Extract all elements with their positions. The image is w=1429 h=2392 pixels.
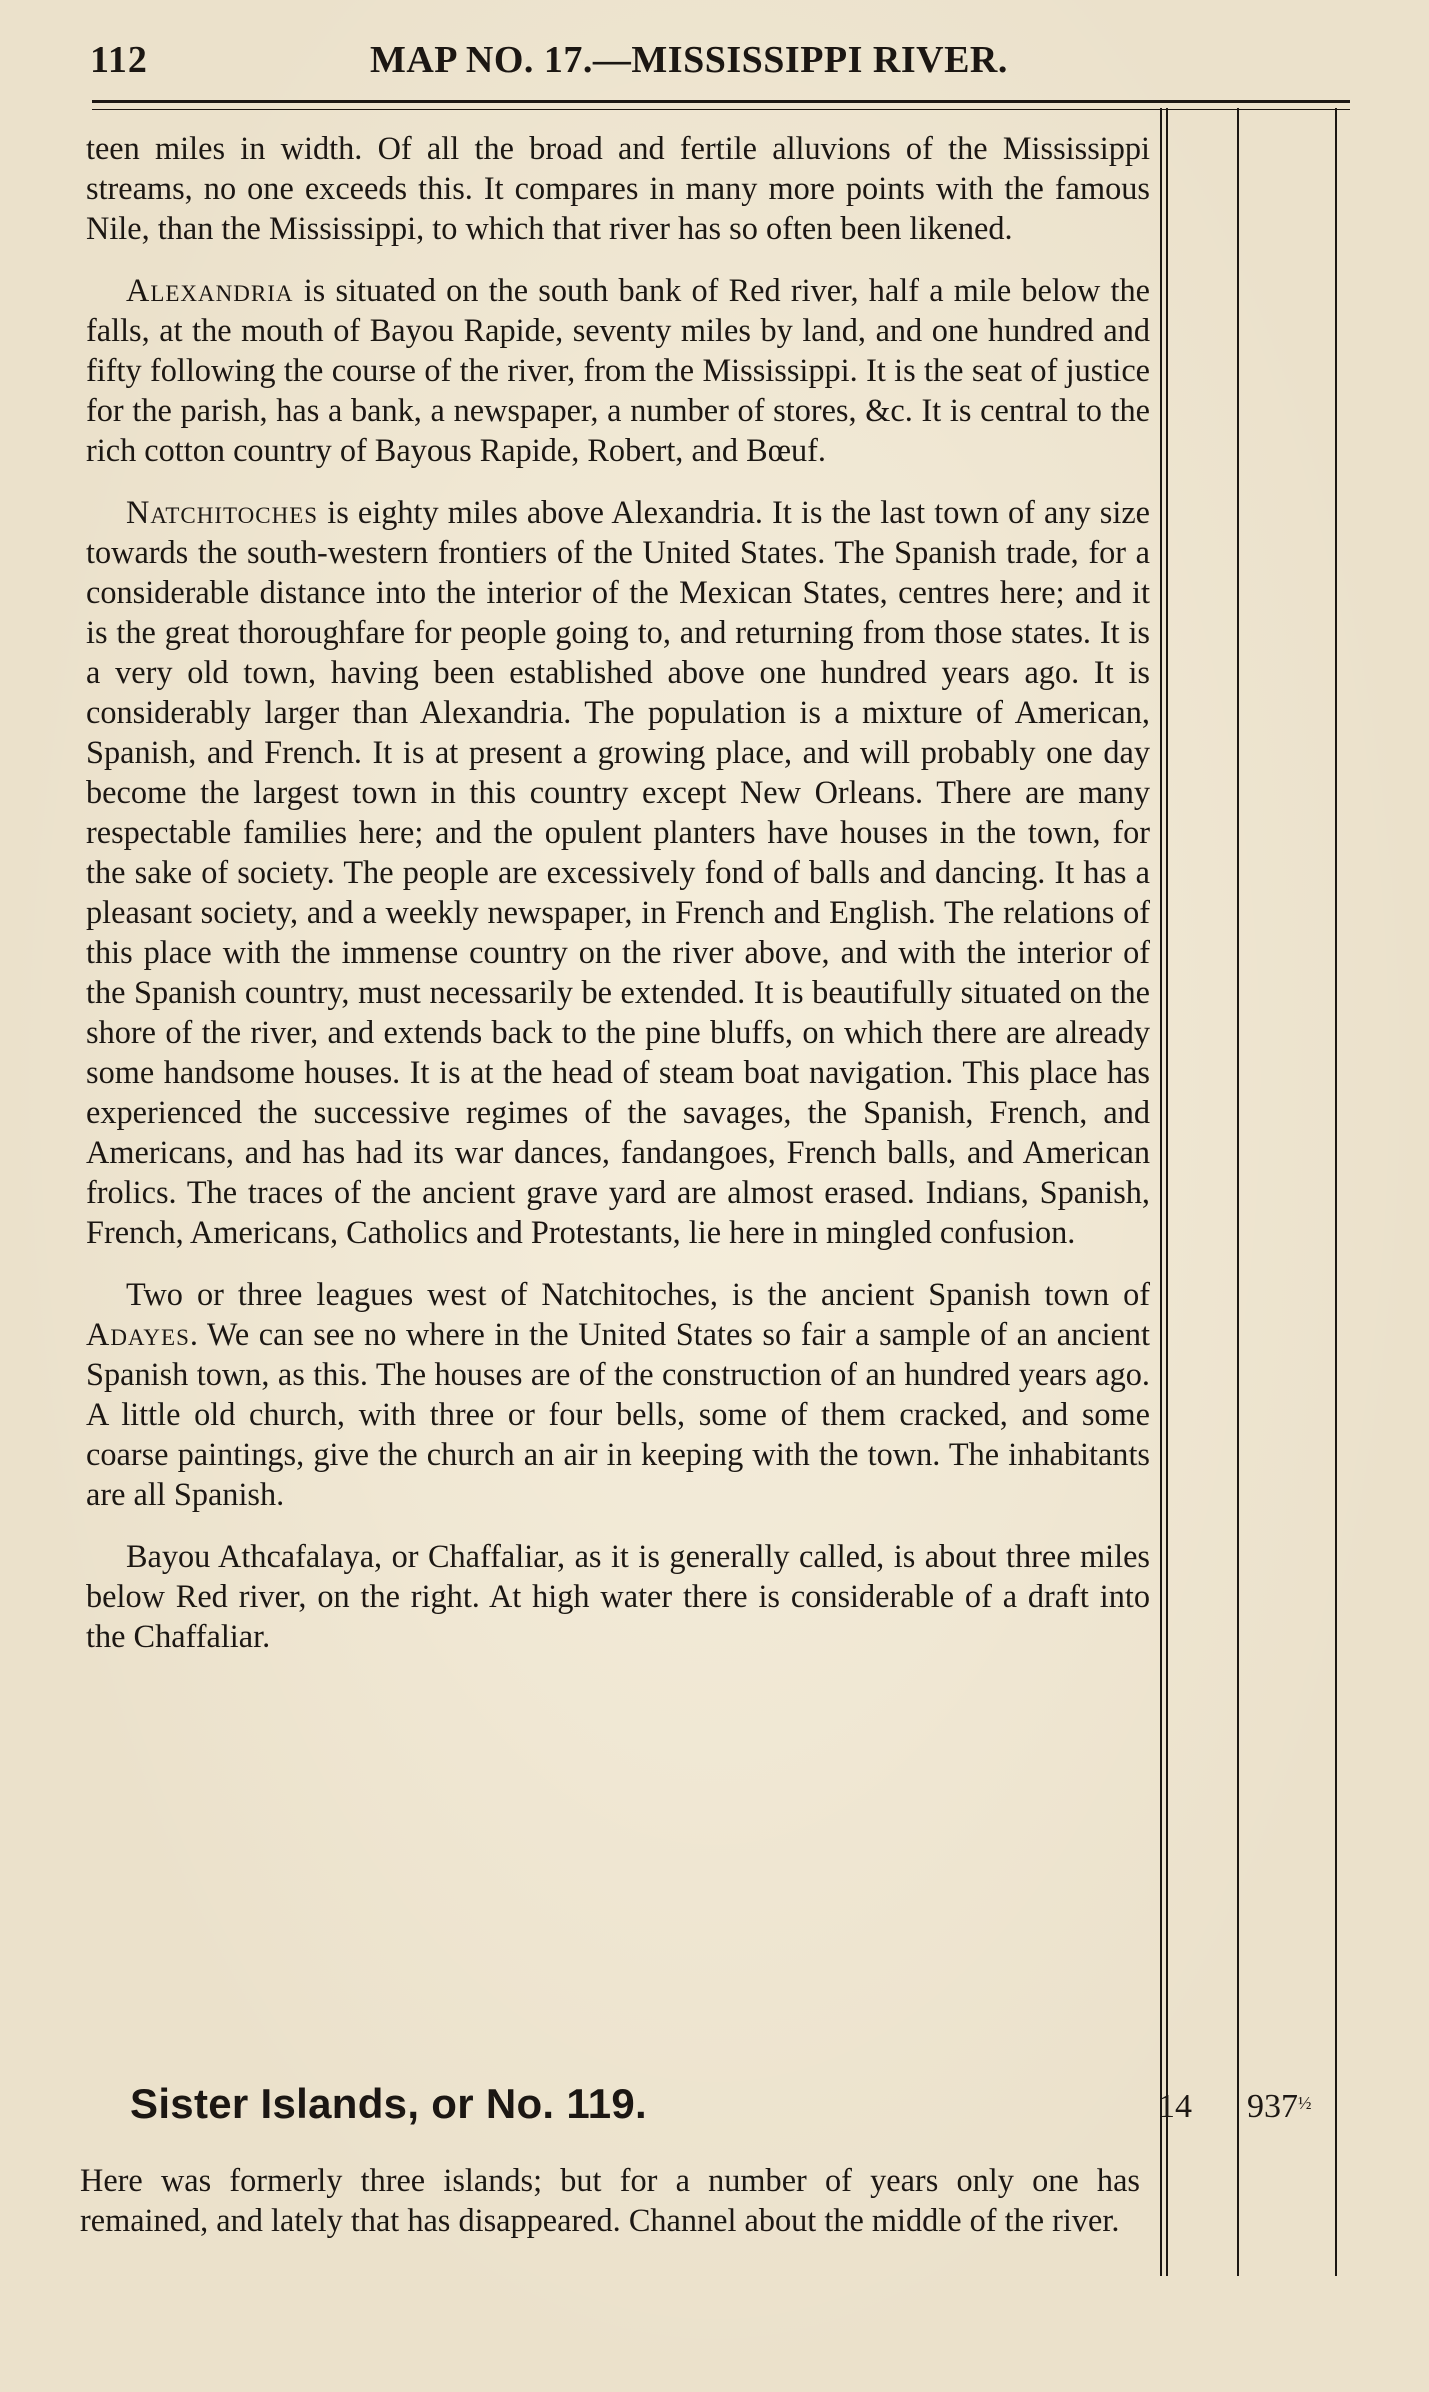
section-description: Here was formerly three islands; but for a number of years only one has remained, and lately that has disappeared. Channel about the middle of the river. <box>80 2162 1140 2238</box>
paragraph-natchitoches <box>86 492 1150 1252</box>
section-distance: 14 <box>1158 2088 1192 2125</box>
column-rule-left-a <box>1160 108 1162 2276</box>
paragraph-adayes <box>86 1274 1150 1514</box>
section-title: Sister Islands, or No. 119. <box>130 2080 647 2127</box>
column-rule-left-b <box>1166 108 1168 2276</box>
page-number: 112 <box>90 39 148 81</box>
page-header <box>90 28 1350 88</box>
column-rule-right <box>1335 108 1337 2276</box>
paragraph-adayes-text-a: Two or three leagues west of Natchitoches, is the ancient Spanish town of <box>126 1276 1150 1312</box>
paragraph-alexandria-text: is situated on the south bank of Red river, half a mile below the falls, at the mouth of Bayou Rapide, seventy miles by land, and one hundred and fifty following the course of the river, from the Mississippi. It is the seat of justice for the parish, has a bank, a newspaper, a number of stores, &c. It is central to the rich cotton country of Bayous Rapide, Robert, and Bœuf. <box>86 272 1150 468</box>
column-rule-middle <box>1237 108 1239 2276</box>
paragraph-chaffaliar: Bayou Athcafalaya, or Chaffaliar, as it is generally called, is about three miles below Red river, on the right. At high water there is considerable of a draft into the Chaffaliar. <box>86 1538 1150 1654</box>
section-total-fraction: ½ <box>1298 2093 1312 2113</box>
section-total-whole: 937 <box>1247 2088 1298 2125</box>
paragraph-alexandria <box>86 270 1150 470</box>
section-total <box>1247 2088 1312 2126</box>
main-text <box>86 128 1150 1678</box>
paragraph-adayes-text-b: . We can see no where in the United States so fair a sample of an ancient Spanish town, as this. The houses are of the construction of an hundred years ago. A little old church, with three or four bells, some of them cracked, and some coarse paintings, give the church an air in keeping with the town. The inhabitants are all Spanish. <box>86 1316 1150 1512</box>
paragraph-natchitoches-text: is eighty miles above Alexandria. It is the last town of any size towards the south-western frontiers of the United States. The Spanish trade, for a considerable distance into the interior of the Mexican States, centres here; and it is the great thoroughfare for people going to, and returning from those states. It is a very old town, having been established above one hundred years ago. It is considerably larger than Alexandria. The population is a mixture of American, Spanish, and French. It is at present a growing place, and will probably one day become the largest town in this country except New Orleans. There are many respectable families here; and the opulent planters have houses in the town, for the sake of society. The people are excessively fond of balls and dancing. It has a pleasant society, and a weekly newspaper, in French and English. The relations of this place with the immense country on the river above, and with the interior of the Spanish country, must necessarily be extended. It is beautifully situated on the shore of the river, and extends back to the pine bluffs, on which there are already some handsome houses. It is at the head of steam boat navigation. This place has experienced the successive regimes of the savages, the Spanish, French, and Americans, and has had its war dances, fandangoes, French balls, and American frolics. The traces of the ancient grave yard are almost erased. Indians, Spanish, French, Americans, Catholics and Protestants, lie here in mingled confusion. <box>86 494 1150 1250</box>
place-name-adayes: Adayes <box>86 1316 190 1352</box>
place-name-natchitoches: Natchitoches <box>126 494 319 530</box>
place-name-alexandria: Alexandria <box>126 272 294 308</box>
running-head: MAP NO. 17.—MISSISSIPPI RIVER. <box>370 39 1008 81</box>
paragraph-nile: teen miles in width. Of all the broad and fertile alluvions of the Mississippi streams, no one exceeds this. It compares in many more points with the famous Nile, than the Mississippi, to which that river has so often been likened. <box>86 130 1150 246</box>
